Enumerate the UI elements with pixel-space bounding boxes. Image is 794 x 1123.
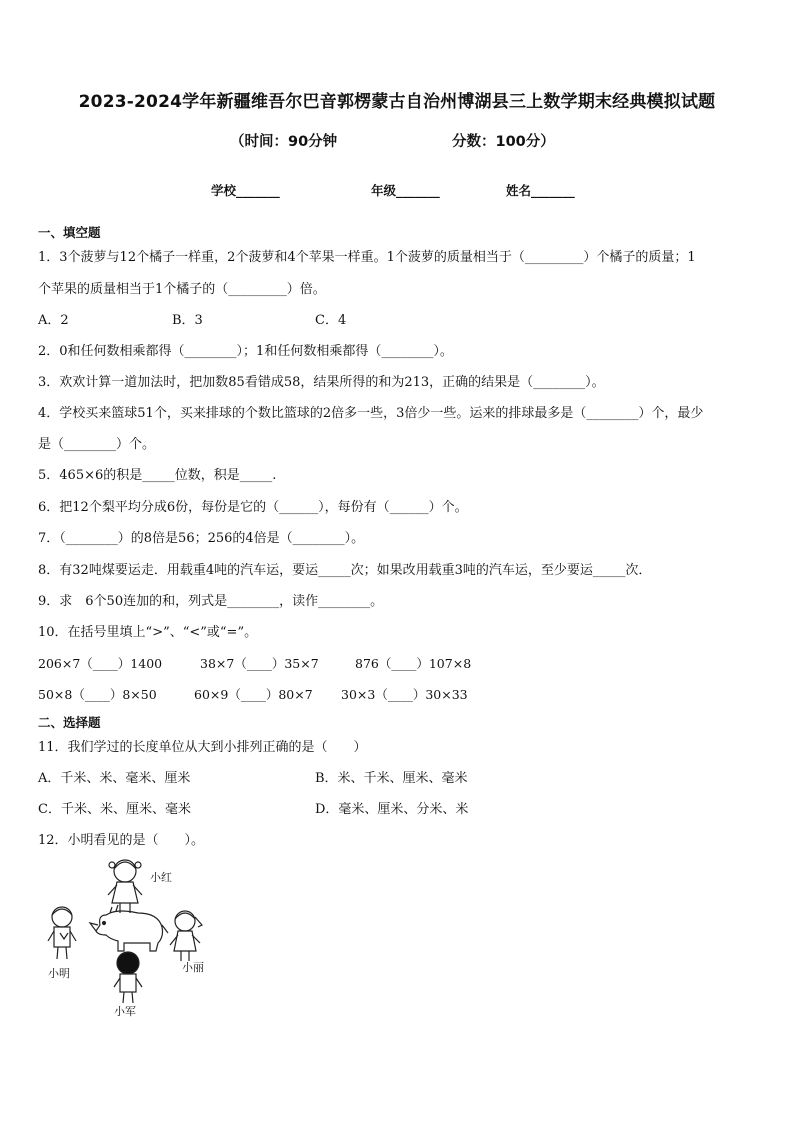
question-7: 7．（________）的8倍是56；256的4倍是（________）。	[38, 531, 365, 546]
question-11-option-d: D．毫米、厘米、分米、米	[315, 802, 469, 817]
compare-item: 30×3（____）30×33	[341, 687, 468, 702]
student-fields	[0, 181, 794, 201]
question-11: 11．我们学过的长度单位从大到小排列正确的是（ ）	[38, 740, 367, 755]
compare-item: 60×9（____）80×7	[194, 687, 313, 702]
question-1-line-1: 1．3个菠萝与12个橘子一样重，2个菠萝和4个苹果一样重。1个菠萝的质量相当于（_________）个橘子的质量；1	[38, 250, 696, 265]
grade-field: 年级_______	[371, 183, 440, 198]
question-4-line-1: 4．学校买来篮球51个，买来排球的个数比篮球的2倍多一些，3倍少一些。运来的排球最多是（________）个，最少	[38, 406, 704, 421]
compare-item: 206×7（____）1400	[38, 656, 163, 671]
question-5: 5．465×6的积是_____位数，积是_____.	[38, 468, 277, 483]
question-1-option-a: A．2	[38, 313, 69, 328]
question-2: 2．0和任何数相乘都得（________）；1和任何数相乘都得（________）。	[38, 344, 453, 359]
question-8: 8．有32吨煤要运走．用载重4吨的汽车运，要运_____次；如果改用载重3吨的汽车运，至少要运_____次．	[38, 563, 652, 578]
question-4-line-2: 是（________）个。	[38, 437, 156, 452]
question-11-option-b: B．米、千米、厘米、毫米	[315, 771, 468, 786]
exam-title: 2023-2024学年新疆维吾尔巴音郭楞蒙古自治州博湖县三上数学期末经典模拟试题	[78, 92, 716, 112]
label-xiaojun: 小军	[114, 1005, 136, 1018]
school-field: 学校_______	[211, 183, 280, 198]
compare-item: 50×8（____）8×50	[38, 687, 157, 702]
children-around-rhino-drawing	[40, 855, 220, 1025]
question-11-option-c: C．千米、米、厘米、毫米	[38, 802, 191, 817]
question-12: 12．小明看见的是（ ）。	[38, 833, 205, 848]
exam-time: （时间：90分钟	[230, 134, 338, 150]
exam-score: 分数：100分）	[452, 134, 555, 150]
boy-xiaojun-figure	[114, 952, 142, 1003]
question-1-option-c: C．4	[315, 313, 347, 328]
compare-item: 38×7（____）35×7	[200, 656, 319, 671]
label-xiaoming: 小明	[48, 967, 70, 980]
compare-item: 876（____）107×8	[355, 656, 472, 671]
name-field: 姓名_______	[506, 183, 575, 198]
girl-xiaohong-figure	[108, 860, 142, 913]
exam-info	[230, 130, 590, 152]
question-11-option-a: A．千米、米、毫米、厘米	[38, 771, 191, 786]
rhino-figure	[90, 905, 168, 951]
girl-xiaoli-figure	[170, 911, 202, 961]
question-1-option-b: B．3	[172, 313, 203, 328]
question-6: 6．把12个梨平均分成6份，每份是它的（______），每份有（______）个。	[38, 500, 468, 515]
section-fill-in: 一、填空题	[38, 225, 101, 240]
section-choice: 二、选择题	[38, 715, 101, 730]
question-3: 3．欢欢计算一道加法时，把加数85看错成58，结果所得的和为213，正确的结果是（________）。	[38, 375, 605, 390]
boy-xiaoming-figure	[48, 907, 76, 959]
question-9: 9．求 6个50连加的和，列式是________，读作________。	[38, 594, 384, 609]
question-12-illustration	[40, 855, 220, 1025]
label-xiaohong: 小红	[150, 871, 172, 884]
question-1-line-2: 个苹果的质量相当于1个橘子的（_________）倍。	[38, 282, 326, 297]
label-xiaoli: 小丽	[182, 961, 204, 974]
question-10: 10．在括号里填上“>”、“<”或“=”。	[38, 625, 258, 640]
